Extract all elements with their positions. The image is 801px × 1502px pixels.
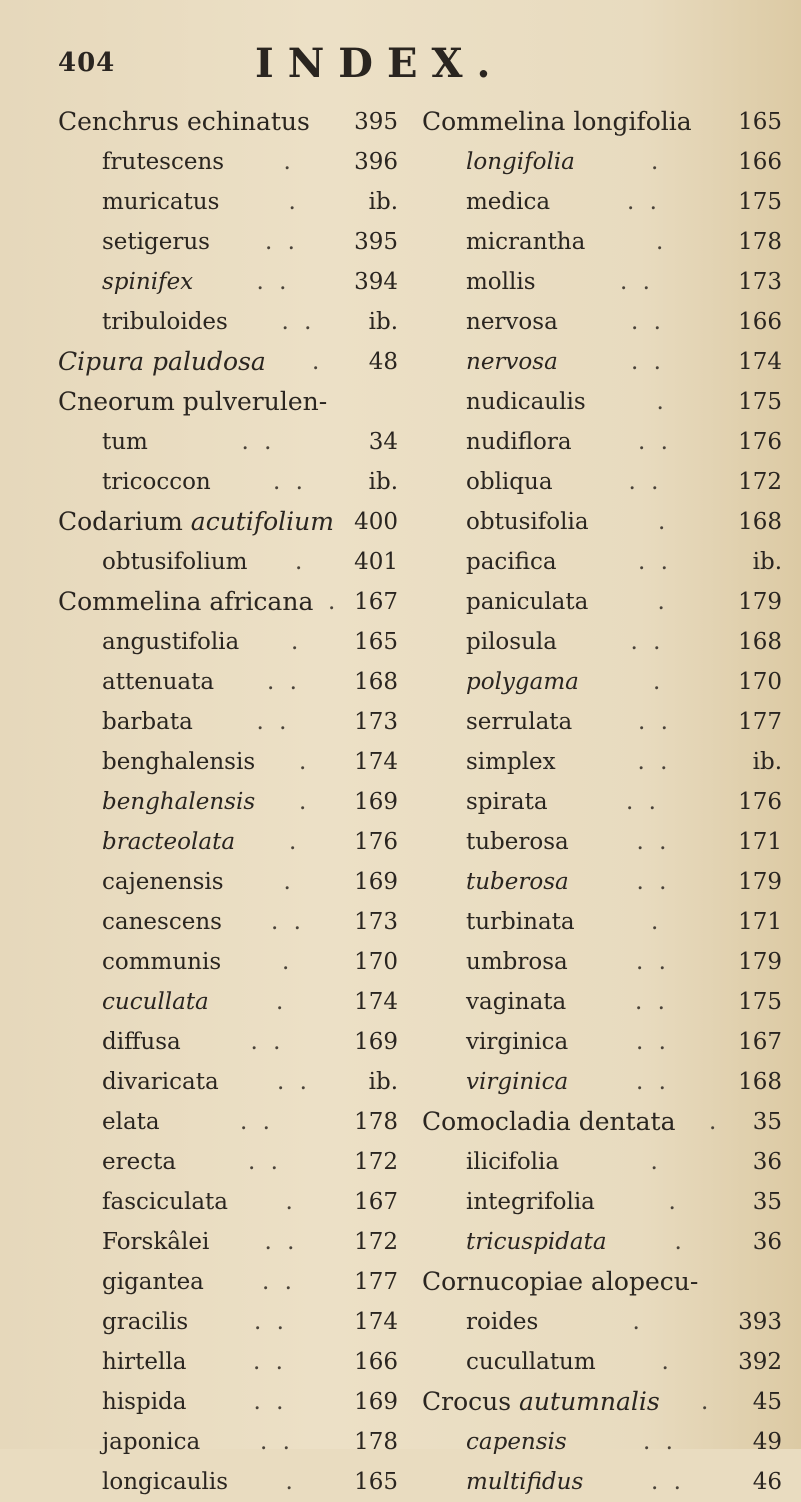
entry-page-number: 174: [738, 349, 782, 375]
index-entry: [58, 942, 428, 982]
entry-page-number: 166: [354, 1349, 398, 1375]
entry-name: gracilis: [102, 1309, 189, 1335]
entry-leader-dots: .: [674, 1229, 686, 1255]
entry-leader-dots: .: [653, 669, 665, 695]
entry-name: tuberosa: [466, 829, 569, 855]
entry-page-number: 400: [354, 509, 398, 535]
entry-name: serrulata: [466, 709, 573, 735]
index-entry: [422, 1102, 782, 1142]
index-entry: [58, 182, 428, 222]
entry-page-number: 168: [354, 669, 398, 695]
entry-leader-dots: . .: [636, 869, 671, 895]
entry-leader-dots: .: [289, 829, 301, 855]
index-entry: [58, 902, 428, 942]
entry-name: tribuloides: [102, 309, 228, 335]
entry-leader-dots: . .: [631, 309, 665, 335]
entry-leader-dots: . .: [256, 709, 291, 735]
index-entry: [422, 262, 782, 302]
entry-name: Cornucopiae alopecu-: [422, 1267, 699, 1296]
index-entry: [422, 302, 782, 342]
entry-name: ilicifolia: [466, 1149, 560, 1175]
index-entry: [58, 462, 428, 502]
index-entry: [422, 902, 782, 942]
entry-page-number: 401: [354, 549, 398, 575]
entry-page-number: 392: [738, 1349, 782, 1375]
entry-page-number: ib.: [368, 309, 398, 335]
entry-name: paniculata: [466, 589, 589, 615]
entry-leader-dots: . .: [636, 949, 670, 975]
entry-name: elata: [102, 1109, 160, 1135]
entry-name: cucullatum: [466, 1349, 596, 1375]
index-entry: [422, 542, 782, 582]
entry-leader-dots: . .: [630, 629, 665, 655]
index-entry: [422, 742, 782, 782]
entry-leader-dots: . .: [254, 1309, 288, 1335]
entry-leader-dots: . .: [267, 669, 301, 695]
entry-name: canescens: [102, 909, 222, 935]
left-index-column: [58, 102, 428, 1502]
entry-leader-dots: . .: [277, 1069, 311, 1095]
index-entry: [58, 1302, 428, 1342]
entry-leader-dots: . .: [637, 749, 672, 775]
entry-page-number: 175: [738, 389, 782, 415]
index-entry: [58, 982, 428, 1022]
entry-name: attenuata: [102, 669, 215, 695]
entry-name: Commelina africana: [58, 587, 314, 616]
entry-leader-dots: . .: [638, 429, 672, 455]
entry-name: virginica: [466, 1029, 569, 1055]
entry-leader-dots: .: [661, 1349, 673, 1375]
entry-leader-dots: .: [701, 1389, 713, 1415]
entry-name: Comocladia dentata: [422, 1107, 676, 1136]
entry-page-number: 171: [738, 829, 782, 855]
entry-leader-dots: .: [299, 789, 311, 815]
entry-leader-dots: . .: [262, 1269, 296, 1295]
entry-name: tricoccon: [102, 469, 211, 495]
entry-page-number: 168: [738, 629, 782, 655]
entry-page-number: 167: [354, 1189, 398, 1215]
page-title: INDEX.: [255, 40, 505, 87]
entry-name: obtusifolia: [466, 509, 589, 535]
entry-leader-dots: . .: [626, 789, 660, 815]
entry-page-number: 179: [738, 949, 782, 975]
index-entry: [58, 1182, 428, 1222]
entry-page-number: 179: [738, 869, 782, 895]
entry-page-number: ib.: [368, 189, 398, 215]
entry-page-number: 175: [738, 189, 782, 215]
index-entry: [422, 942, 782, 982]
entry-name: pilosula: [466, 629, 557, 655]
index-entry: [58, 862, 428, 902]
index-entry: [58, 142, 428, 182]
index-entry: [58, 1342, 428, 1382]
right-index-column: [422, 102, 782, 1502]
entry-name: fasciculata: [102, 1189, 228, 1215]
index-entry: [422, 1382, 782, 1422]
index-entry: [422, 582, 782, 622]
entry-page-number: 172: [738, 469, 782, 495]
entry-leader-dots: .: [285, 1469, 297, 1495]
entry-leader-dots: .: [276, 989, 288, 1015]
entry-page-number: 179: [738, 589, 782, 615]
entry-page-number: 49: [752, 1429, 782, 1455]
entry-name: Codarium acutifolium: [58, 507, 334, 536]
entry-name: nudicaulis: [466, 389, 586, 415]
entry-page-number: 169: [354, 1029, 398, 1055]
index-entry: [58, 1022, 428, 1062]
entry-leader-dots: . .: [643, 1429, 677, 1455]
index-entry: [422, 1062, 782, 1102]
entry-name: nervosa: [466, 349, 558, 375]
entry-page-number: 176: [738, 429, 782, 455]
entry-name: benghalensis: [102, 789, 256, 815]
index-entry: [58, 1262, 428, 1302]
entry-name: diffusa: [102, 1029, 181, 1055]
index-entry: [422, 142, 782, 182]
entry-page-number: 173: [354, 709, 398, 735]
entry-name: Cneorum pulverulen-: [58, 387, 328, 416]
index-entry: [58, 1062, 428, 1102]
entry-leader-dots: .: [291, 629, 303, 655]
entry-leader-dots: .: [283, 149, 295, 175]
entry-name: simplex: [466, 749, 556, 775]
entry-name: angustifolia: [102, 629, 240, 655]
index-entry: [58, 382, 428, 422]
entry-name: Cipura paludosa: [58, 347, 266, 376]
entry-name: longicaulis: [102, 1469, 229, 1495]
entry-page-number: 170: [738, 669, 782, 695]
entry-leader-dots: . .: [264, 1229, 299, 1255]
entry-page-number: 173: [354, 909, 398, 935]
entry-page-number: 174: [354, 989, 398, 1015]
entry-page-number: 34: [368, 429, 398, 455]
entry-name: divaricata: [102, 1069, 219, 1095]
index-entry: [422, 422, 782, 462]
index-entry: [422, 1462, 782, 1502]
index-entry: [58, 582, 428, 622]
entry-name: roides: [466, 1309, 539, 1335]
entry-page-number: 166: [738, 309, 782, 335]
entry-page-number: 170: [354, 949, 398, 975]
index-entry: [422, 102, 782, 142]
index-entry: [58, 1462, 428, 1502]
index-entry: [422, 1222, 782, 1262]
entry-leader-dots: .: [312, 349, 324, 375]
entry-page-number: 167: [738, 1029, 782, 1055]
entry-name: Cenchrus echinatus: [58, 107, 310, 136]
entry-leader-dots: .: [295, 549, 307, 575]
entry-leader-dots: .: [651, 149, 663, 175]
entry-name: nudiflora: [466, 429, 572, 455]
entry-page-number: 171: [738, 909, 782, 935]
entry-page-number: 172: [354, 1149, 398, 1175]
entry-page-number: ib.: [752, 549, 782, 575]
entry-leader-dots: .: [632, 1309, 644, 1335]
entry-leader-dots: . .: [250, 1029, 285, 1055]
index-entry: [58, 622, 428, 662]
entry-page-number: 165: [354, 629, 398, 655]
entry-page-number: ib.: [752, 749, 782, 775]
entry-leader-dots: . .: [248, 1149, 282, 1175]
entry-page-number: 176: [354, 829, 398, 855]
index-entry: [58, 342, 428, 382]
index-entry: [422, 702, 782, 742]
index-entry: [422, 1342, 782, 1382]
entry-name: obtusifolium: [102, 549, 248, 575]
entry-name: polygama: [466, 669, 579, 695]
entry-leader-dots: .: [709, 1109, 721, 1135]
entry-page-number: 165: [354, 1469, 398, 1495]
index-entry: [422, 1022, 782, 1062]
entry-name: erecta: [102, 1149, 177, 1175]
index-entry: [422, 382, 782, 422]
entry-page-number: 169: [354, 1389, 398, 1415]
entry-page-number: 173: [738, 269, 782, 295]
entry-leader-dots: .: [328, 589, 340, 615]
entry-leader-dots: . .: [241, 429, 276, 455]
entry-name: Crocus autumnalis: [422, 1387, 660, 1416]
entry-leader-dots: . .: [631, 349, 665, 375]
entry-page-number: 168: [738, 1069, 782, 1095]
entry-name: pacifica: [466, 549, 557, 575]
entry-page-number: 177: [354, 1269, 398, 1295]
index-entry: [58, 822, 428, 862]
index-entry: [58, 1102, 428, 1142]
entry-page-number: 46: [752, 1469, 782, 1495]
index-entry: [422, 982, 782, 1022]
index-entry: [58, 262, 428, 302]
index-entry: [58, 422, 428, 462]
entry-leader-dots: . .: [620, 269, 654, 295]
entry-name: communis: [102, 949, 222, 975]
entry-page-number: 36: [752, 1229, 782, 1255]
entry-page-number: 45: [752, 1389, 782, 1415]
entry-leader-dots: . .: [651, 1469, 685, 1495]
entry-page-number: 168: [738, 509, 782, 535]
entry-page-number: 35: [752, 1109, 782, 1135]
entry-name: tricuspidata: [466, 1229, 607, 1255]
entry-leader-dots: . .: [636, 1029, 670, 1055]
entry-leader-dots: . .: [256, 269, 291, 295]
entry-name: turbinata: [466, 909, 575, 935]
entry-name: hispida: [102, 1389, 187, 1415]
entry-name: obliqua: [466, 469, 553, 495]
index-entry: [422, 862, 782, 902]
entry-name: multifidus: [466, 1469, 584, 1495]
entry-leader-dots: . .: [240, 1109, 274, 1135]
entry-leader-dots: . .: [636, 829, 671, 855]
entry-name: cucullata: [102, 989, 209, 1015]
index-entry: [58, 782, 428, 822]
entry-page-number: 35: [752, 1189, 782, 1215]
entry-name: tuberosa: [466, 869, 569, 895]
entry-leader-dots: .: [285, 1189, 297, 1215]
entry-page-number: 175: [738, 989, 782, 1015]
entry-page-number: 166: [738, 149, 782, 175]
entry-name: benghalensis: [102, 749, 256, 775]
entry-name: mollis: [466, 269, 536, 295]
entry-name: tum: [102, 429, 148, 455]
entry-page-number: 165: [738, 109, 782, 135]
entry-name: gigantea: [102, 1269, 204, 1295]
entry-page-number: 36: [752, 1149, 782, 1175]
entry-name: longifolia: [466, 149, 575, 175]
entry-page-number: 174: [354, 749, 398, 775]
entry-page-number: 174: [354, 1309, 398, 1335]
entry-leader-dots: .: [650, 1149, 662, 1175]
entry-name: hirtella: [102, 1349, 187, 1375]
index-entry: [422, 662, 782, 702]
index-entry: [422, 1302, 782, 1342]
entry-page-number: 48: [368, 349, 398, 375]
entry-leader-dots: . .: [265, 229, 299, 255]
entry-leader-dots: . .: [260, 1429, 294, 1455]
entry-name: virginica: [466, 1069, 569, 1095]
index-entry: [422, 1142, 782, 1182]
entry-name: spinifex: [102, 269, 194, 295]
index-entry: [422, 1262, 782, 1302]
entry-page-number: ib.: [368, 469, 398, 495]
entry-name: muricatus: [102, 189, 220, 215]
entry-leader-dots: . .: [281, 309, 316, 335]
index-entry: [58, 302, 428, 342]
entry-page-number: 394: [354, 269, 398, 295]
entry-page-number: 172: [354, 1229, 398, 1255]
entry-name: setigerus: [102, 229, 210, 255]
index-entry: [58, 1422, 428, 1462]
index-entry: [58, 1222, 428, 1262]
entry-leader-dots: . .: [636, 1069, 670, 1095]
entry-page-number: 167: [354, 589, 398, 615]
entry-name: integrifolia: [466, 1189, 595, 1215]
entry-name: cajenensis: [102, 869, 224, 895]
index-entry: [58, 702, 428, 742]
entry-page-number: 395: [354, 229, 398, 255]
entry-leader-dots: . .: [635, 989, 669, 1015]
entry-name: frutescens: [102, 149, 225, 175]
entry-page-number: 395: [354, 109, 398, 135]
entry-name: capensis: [466, 1429, 567, 1455]
entry-page-number: 169: [354, 869, 398, 895]
entry-leader-dots: .: [282, 949, 294, 975]
index-entry: [58, 662, 428, 702]
entry-name: Forskâlei: [102, 1229, 210, 1255]
entry-leader-dots: . .: [628, 469, 663, 495]
entry-page-number: 178: [738, 229, 782, 255]
entry-name: japonica: [102, 1429, 201, 1455]
entry-page-number: 178: [354, 1429, 398, 1455]
entry-leader-dots: . .: [638, 709, 672, 735]
page-number: 404: [58, 48, 116, 78]
index-entry: [58, 102, 428, 142]
entry-page-number: 169: [354, 789, 398, 815]
entry-leader-dots: .: [283, 869, 295, 895]
entry-leader-dots: . .: [253, 1349, 287, 1375]
index-entry: [58, 222, 428, 262]
entry-page-number: 393: [738, 1309, 782, 1335]
index-entry: [58, 542, 428, 582]
entry-name: umbrosa: [466, 949, 568, 975]
entry-leader-dots: .: [656, 229, 668, 255]
entry-leader-dots: . .: [253, 1389, 288, 1415]
entry-page-number: 176: [738, 789, 782, 815]
entry-leader-dots: .: [658, 509, 670, 535]
entry-leader-dots: . .: [638, 549, 672, 575]
entry-page-number: 178: [354, 1109, 398, 1135]
entry-name: bracteolata: [102, 829, 236, 855]
index-entry: [422, 182, 782, 222]
entry-name: barbata: [102, 709, 193, 735]
entry-leader-dots: .: [288, 189, 300, 215]
entry-page-number: ib.: [368, 1069, 398, 1095]
index-entry: [58, 502, 428, 542]
entry-leader-dots: .: [651, 909, 663, 935]
entry-name: nervosa: [466, 309, 558, 335]
index-entry: [422, 782, 782, 822]
entry-name: micrantha: [466, 229, 586, 255]
index-entry: [422, 1422, 782, 1462]
entry-leader-dots: . .: [273, 469, 307, 495]
entry-page-number: 177: [738, 709, 782, 735]
entry-leader-dots: .: [656, 389, 668, 415]
entry-name: Commelina longifolia: [422, 107, 692, 136]
index-entry: [58, 1142, 428, 1182]
index-entry: [422, 222, 782, 262]
entry-name: vaginata: [466, 989, 567, 1015]
index-entry: [422, 462, 782, 502]
index-entry: [422, 622, 782, 662]
entry-page-number: 396: [354, 149, 398, 175]
index-entry: [58, 742, 428, 782]
index-entry: [422, 342, 782, 382]
entry-leader-dots: .: [657, 589, 669, 615]
entry-name: medica: [466, 189, 551, 215]
index-entry: [58, 1382, 428, 1422]
index-entry: [422, 502, 782, 542]
entry-leader-dots: .: [299, 749, 311, 775]
entry-leader-dots: . .: [627, 189, 661, 215]
entry-name: spirata: [466, 789, 548, 815]
index-entry: [422, 1182, 782, 1222]
index-entry: [422, 822, 782, 862]
entry-leader-dots: .: [668, 1189, 680, 1215]
entry-leader-dots: . .: [271, 909, 305, 935]
